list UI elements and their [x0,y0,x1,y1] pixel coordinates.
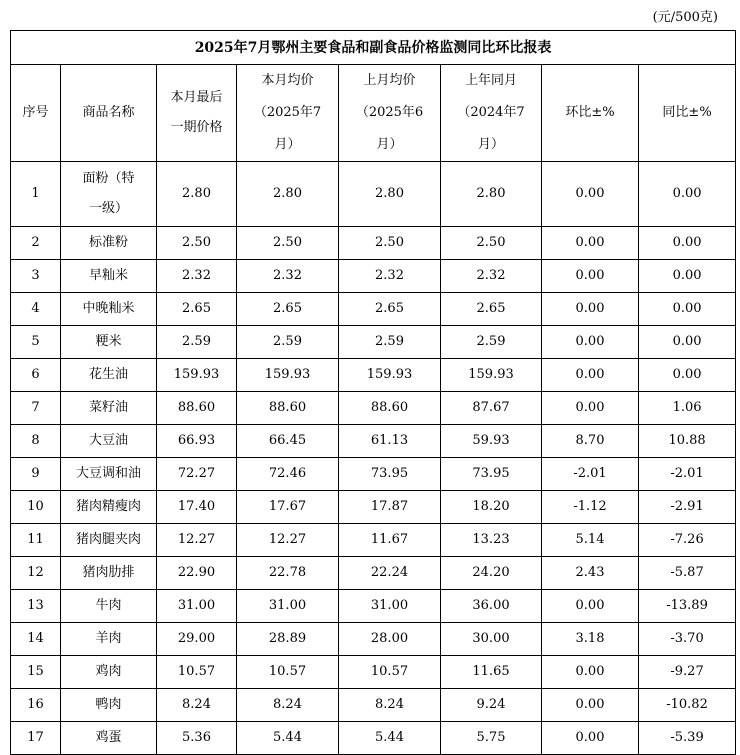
row-latest-price: 2.59 [157,326,237,359]
row-yoy: 0.00 [639,227,736,260]
row-last-month-avg: 10.57 [339,656,441,689]
row-current-avg: 159.93 [237,359,339,392]
row-current-avg: 2.80 [237,162,339,227]
row-mom: 0.00 [542,227,639,260]
table-row [11,557,736,590]
row-last-year-same: 2.65 [441,293,542,326]
row-last-month-avg: 2.50 [339,227,441,260]
row-name: 菜籽油 [61,392,157,425]
row-last-month-avg: 2.32 [339,260,441,293]
row-last-year-same: 30.00 [441,623,542,656]
row-last-month-avg: 2.80 [339,162,441,227]
row-current-avg: 12.27 [237,524,339,557]
row-name: 中晚籼米 [61,293,157,326]
header-latest-text: 本月最后一期价格 [170,89,223,135]
row-last-year-same: 13.23 [441,524,542,557]
row-latest-price: 22.90 [157,557,237,590]
header-last-year-same [441,65,542,162]
row-current-avg: 17.67 [237,491,339,524]
row-last-month-avg: 2.65 [339,293,441,326]
row-current-avg: 22.78 [237,557,339,590]
row-index: 17 [11,722,61,755]
table-row [11,359,736,392]
row-mom: 0.00 [542,293,639,326]
table-row [11,227,736,260]
price-table [10,30,736,755]
row-yoy: 0.00 [639,293,736,326]
row-index: 15 [11,656,61,689]
row-index: 14 [11,623,61,656]
row-latest-price: 88.60 [157,392,237,425]
row-name: 早籼米 [61,260,157,293]
row-yoy: -5.87 [639,557,736,590]
row-yoy: -5.39 [639,722,736,755]
row-last-year-same: 2.50 [441,227,542,260]
row-index: 11 [11,524,61,557]
table-row [11,656,736,689]
row-last-month-avg: 22.24 [339,557,441,590]
row-latest-price: 17.40 [157,491,237,524]
row-last-month-avg: 11.67 [339,524,441,557]
row-last-year-same: 36.00 [441,590,542,623]
row-latest-price: 159.93 [157,359,237,392]
row-last-month-avg: 5.44 [339,722,441,755]
row-index: 1 [11,162,61,227]
row-last-year-same: 2.80 [441,162,542,227]
table-body [11,31,736,755]
row-yoy: 10.88 [639,425,736,458]
row-last-year-same: 24.20 [441,557,542,590]
row-current-avg: 5.44 [237,722,339,755]
row-yoy: 0.00 [639,359,736,392]
row-index: 3 [11,260,61,293]
row-yoy: -2.91 [639,491,736,524]
row-index: 9 [11,458,61,491]
row-name: 标准粉 [61,227,157,260]
row-yoy: -3.70 [639,623,736,656]
header-last-month-avg [339,65,441,162]
row-last-year-same: 9.24 [441,689,542,722]
row-last-month-avg: 88.60 [339,392,441,425]
table-row [11,491,736,524]
header-current-avg-text: 本月均价（2025年7月） [253,73,322,152]
row-name: 牛肉 [61,590,157,623]
row-name: 大豆调和油 [61,458,157,491]
row-latest-price: 66.93 [157,425,237,458]
row-index: 16 [11,689,61,722]
row-mom: 0.00 [542,689,639,722]
row-yoy: -2.01 [639,458,736,491]
row-yoy: -7.26 [639,524,736,557]
row-last-month-avg: 159.93 [339,359,441,392]
row-last-month-avg: 2.59 [339,326,441,359]
row-last-month-avg: 17.87 [339,491,441,524]
row-mom: 8.70 [542,425,639,458]
row-name: 猪肉腿夹肉 [61,524,157,557]
row-latest-price: 29.00 [157,623,237,656]
row-index: 4 [11,293,61,326]
row-mom: 0.00 [542,656,639,689]
table-row [11,590,736,623]
row-last-month-avg: 31.00 [339,590,441,623]
row-mom: -1.12 [542,491,639,524]
row-name: 大豆油 [61,425,157,458]
row-mom: 0.00 [542,392,639,425]
row-name: 鸡蛋 [61,722,157,755]
table-row [11,689,736,722]
row-mom: 0.00 [542,590,639,623]
row-latest-price: 10.57 [157,656,237,689]
row-last-year-same: 5.75 [441,722,542,755]
row-last-year-same: 87.67 [441,392,542,425]
row-name: 鸡肉 [61,656,157,689]
row-last-year-same: 73.95 [441,458,542,491]
row-yoy: 0.00 [639,260,736,293]
row-current-avg: 88.60 [237,392,339,425]
row-last-month-avg: 8.24 [339,689,441,722]
table-row [11,260,736,293]
row-name: 猪肉肋排 [61,557,157,590]
row-mom: 0.00 [542,359,639,392]
row-current-avg: 2.50 [237,227,339,260]
table-row [11,425,736,458]
row-current-avg: 8.24 [237,689,339,722]
row-current-avg: 2.32 [237,260,339,293]
row-mom: -2.01 [542,458,639,491]
row-name: 羊肉 [61,623,157,656]
row-last-month-avg: 28.00 [339,623,441,656]
row-last-year-same: 18.20 [441,491,542,524]
row-name: 花生油 [61,359,157,392]
row-mom: 0.00 [542,162,639,227]
row-current-avg: 2.59 [237,326,339,359]
row-current-avg: 28.89 [237,623,339,656]
table-row [11,392,736,425]
row-yoy: 0.00 [639,162,736,227]
row-index: 8 [11,425,61,458]
row-latest-price: 5.36 [157,722,237,755]
row-mom: 0.00 [542,260,639,293]
row-name: 猪肉精瘦肉 [61,491,157,524]
row-name [61,162,157,227]
header-latest [157,65,237,162]
row-yoy: 1.06 [639,392,736,425]
row-latest-price: 2.80 [157,162,237,227]
row-latest-price: 2.65 [157,293,237,326]
row-latest-price: 31.00 [157,590,237,623]
row-last-month-avg: 73.95 [339,458,441,491]
table-row [11,293,736,326]
table-row [11,524,736,557]
row-mom: 3.18 [542,623,639,656]
table-row [11,326,736,359]
row-last-year-same: 159.93 [441,359,542,392]
header-row [11,65,736,162]
row-mom: 5.14 [542,524,639,557]
header-name: 商品名称 [61,65,157,162]
row-mom: 0.00 [542,722,639,755]
row-latest-price: 2.32 [157,260,237,293]
row-index: 6 [11,359,61,392]
row-yoy: -13.89 [639,590,736,623]
table-row [11,458,736,491]
row-index: 12 [11,557,61,590]
header-last-year-same-text: 上年同月（2024年7月） [457,73,525,152]
row-latest-price: 12.27 [157,524,237,557]
row-last-year-same: 11.65 [441,656,542,689]
row-index: 10 [11,491,61,524]
row-name-text: 面粉（特一级） [82,171,135,216]
row-mom: 2.43 [542,557,639,590]
row-current-avg: 66.45 [237,425,339,458]
row-index: 13 [11,590,61,623]
row-yoy: -9.27 [639,656,736,689]
title-row [11,31,736,65]
header-yoy: 同比±% [639,65,736,162]
row-index: 2 [11,227,61,260]
row-current-avg: 10.57 [237,656,339,689]
row-last-year-same: 59.93 [441,425,542,458]
table-row [11,722,736,755]
row-last-year-same: 2.32 [441,260,542,293]
table-title: 2025年7月鄂州主要食品和副食品价格监测同比环比报表 [11,31,736,65]
row-latest-price: 8.24 [157,689,237,722]
row-yoy: -10.82 [639,689,736,722]
row-name: 粳米 [61,326,157,359]
header-current-avg [237,65,339,162]
row-last-month-avg: 61.13 [339,425,441,458]
header-index: 序号 [11,65,61,162]
row-yoy: 0.00 [639,326,736,359]
header-mom: 环比±% [542,65,639,162]
row-index: 7 [11,392,61,425]
row-last-year-same: 2.59 [441,326,542,359]
header-last-month-avg-text: 上月均价（2025年6月） [355,73,424,152]
row-current-avg: 72.46 [237,458,339,491]
row-mom: 0.00 [542,326,639,359]
unit-note: (元/500克) [652,10,718,25]
row-latest-price: 2.50 [157,227,237,260]
row-current-avg: 2.65 [237,293,339,326]
row-name: 鸭肉 [61,689,157,722]
row-current-avg: 31.00 [237,590,339,623]
row-index: 5 [11,326,61,359]
table-row [11,162,736,227]
row-latest-price: 72.27 [157,458,237,491]
table-row [11,623,736,656]
